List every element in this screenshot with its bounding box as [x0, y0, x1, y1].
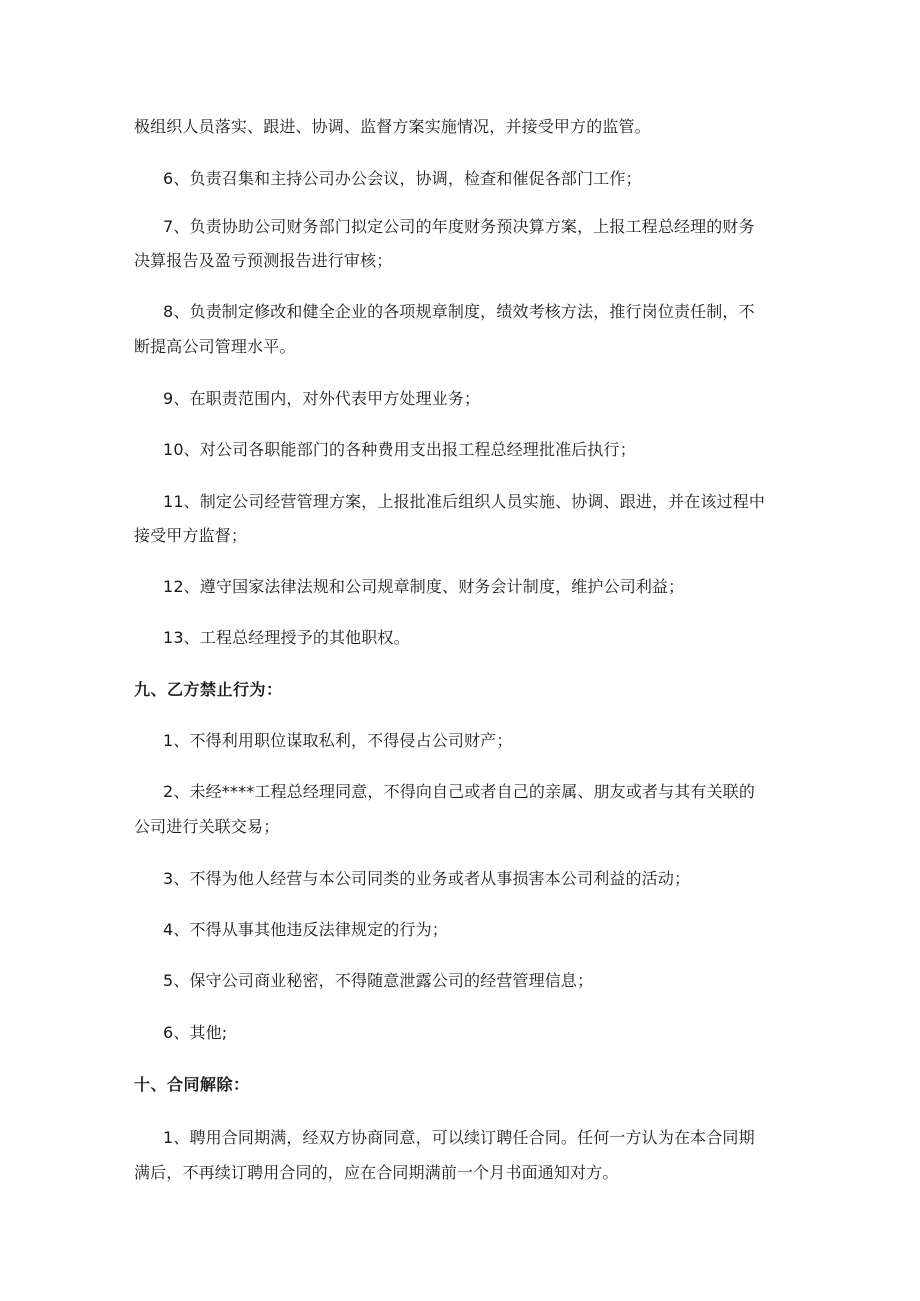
section-heading: 十、合同解除：: [134, 1075, 250, 1094]
paragraph-line: 断提高公司管理水平。: [134, 337, 296, 356]
paragraph-line: 极组织人员落实、跟进、协调、监督方案实施情况，并接受甲方的监管。: [134, 117, 651, 136]
paragraph-line: 8、负责制定修改和健全企业的各项规章制度，绩效考核方法，推行岗位责任制，不: [163, 302, 755, 321]
paragraph-line: 接受甲方监督；: [134, 526, 248, 545]
paragraph-line: 决算报告及盈亏预测报告进行审核；: [134, 251, 393, 270]
paragraph-line: 6、负责召集和主持公司办公会议，协调，检查和催促各部门工作；: [163, 169, 642, 188]
paragraph-line: 9、在职责范围内，对外代表甲方处理业务；: [163, 389, 481, 408]
paragraph-line: 1、聘用合同期满，经双方协商同意，可以续订聘任合同。任何一方认为在本合同期: [163, 1128, 755, 1147]
paragraph-line: 13、工程总经理授予的其他职权。: [163, 628, 410, 647]
paragraph-line: 满后，不再续订聘用合同的，应在合同期满前一个月书面通知对方。: [134, 1163, 619, 1182]
paragraph-line: 7、负责协助公司财务部门拟定公司的年度财务预决算方案，上报工程总经理的财务: [163, 217, 755, 236]
paragraph-line: 公司进行关联交易；: [134, 817, 280, 836]
paragraph-line: 5、保守公司商业秘密，不得随意泄露公司的经营管理信息；: [163, 971, 594, 990]
paragraph-line: 3、不得为他人经营与本公司同类的业务或者从事损害本公司利益的活动；: [163, 869, 691, 888]
paragraph-line: 6、其他;: [163, 1023, 228, 1042]
paragraph-line: 4、不得从事其他违反法律规定的行为；: [163, 920, 448, 939]
paragraph-line: 2、未经****工程总经理同意，不得向自己或者自己的亲属、朋友或者与其有关联的: [163, 782, 756, 801]
paragraph-line: 1、不得利用职位谋取私利，不得侵占公司财产；: [163, 731, 513, 750]
section-heading: 九、乙方禁止行为：: [134, 680, 283, 699]
paragraph-line: 12、遵守国家法律法规和公司规章制度、财务会计制度，维护公司利益；: [163, 577, 685, 596]
paragraph-line: 11、制定公司经营管理方案，上报批准后组织人员实施、协调、跟进，并在该过程中: [163, 492, 766, 511]
paragraph-line: 10、对公司各职能部门的各种费用支出报工程总经理批准后执行；: [163, 440, 636, 459]
